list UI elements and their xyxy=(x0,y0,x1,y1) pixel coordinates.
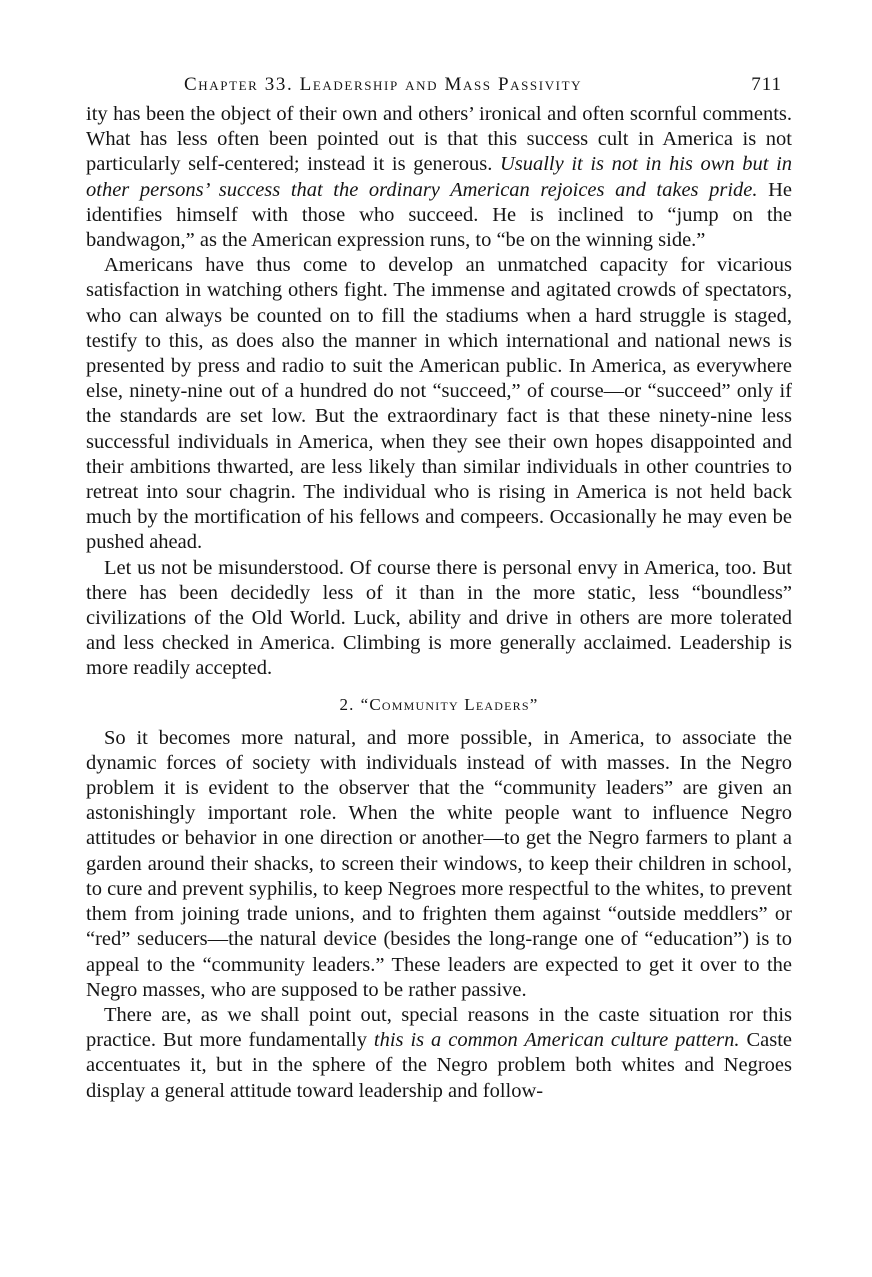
paragraph-p4 xyxy=(86,726,792,1003)
paragraph-text: There are, as we shall point out, special reasons in the caste situation ror this practice. But more fundamentally xyxy=(86,1003,792,1052)
paragraph-p5 xyxy=(86,1003,792,1104)
paragraph-p2 xyxy=(86,253,792,555)
emphasis-text: this is a common American culture pattern. xyxy=(373,1029,740,1052)
chapter-title: Chapter 33. Leadership and Mass Passivity xyxy=(184,74,583,95)
paragraph-text: Let us not be misunderstood. Of course there is personal envy in America, too. But there has been decidedly less of it than in the more static, less “boundless” civilizations of the Old World. Luck, ability and drive in others are more tolerated and less checked in America. Climbing is more generally acclaimed. Leadership is more readily accepted. xyxy=(86,556,792,680)
paragraph-p1 xyxy=(86,102,792,253)
paragraph-p3 xyxy=(86,556,792,682)
emphasis-text: Usually it is not in his own but in other persons’ success that the ordinary American rejoices and takes pride. xyxy=(86,153,793,201)
paragraph-text: Caste accentuates it, but in the sphere of the Negro problem both whites and Negroes display a general attitude toward leadership and follow- xyxy=(86,1029,792,1102)
page-number: 711 xyxy=(751,74,782,95)
running-head xyxy=(86,74,792,102)
book-page xyxy=(86,74,792,1104)
section-title: “Community Leaders” xyxy=(360,694,539,714)
paragraph-text: Americans have thus come to develop an unmatched capacity for vicarious satisfaction in watching others fight. The immense and agitated crowds of spectators, who can always be counted on to fill the stadiums when a hard struggle is staged, testify to this, as does also the manner in which international and national news is presented by press and radio to suit the American public. In America, as everywhere else, ninety-nine out of a hundred do not “succeed,” of course—or “succeed” only if the standards are set low. But the extraordinary fact is that these ninety-nine less successful individuals in America, when they see their own hopes disappointed and their ambitions thwarted, are less likely than similar individuals in other countries to retreat into sour chagrin. The individual who is rising in America is not held back much by the mortification of his fellows and compeers. Occasionally he may even be pushed ahead. xyxy=(86,254,792,554)
paragraph-text: He identifies himself with those who succeed. He is inclined to “jump on the bandwagon,” as the American expression runs, to “be on the winning side.” xyxy=(86,178,792,252)
paragraphs-after xyxy=(86,726,792,1104)
paragraph-text: So it becomes more natural, and more possible, in America, to associate the dynamic forces of society with individuals instead of with masses. In the Negro problem it is evident to the observer that the “community leaders” are given an astonishingly important role. When the white people want to influence Negro attitudes or behavior in one direction or another—to get the Negro farmers to plant a garden around their shacks, to screen their windows, to keep their children in school, to cure and prevent syphilis, to keep Negroes more respectful to the whites, to prevent them from joining trade unions, and to frighten them against “outside meddlers” or “red” seducers—the natural device (besides the long-range one of “education”) is to appeal to the “community leaders.” These leaders are expected to get it over to the Negro masses, who are supposed to be rather passive. xyxy=(86,726,792,1001)
section-number: 2. xyxy=(339,694,355,714)
body-text xyxy=(86,102,792,1104)
paragraph-text: ity has been the object of their own and others’ ironical and often scornful comments. What has less often been pointed out is that this success cult in America is not particularly self-centered; instead it is generous. xyxy=(86,103,792,176)
section-heading xyxy=(86,692,792,714)
paragraphs-before xyxy=(86,102,792,682)
